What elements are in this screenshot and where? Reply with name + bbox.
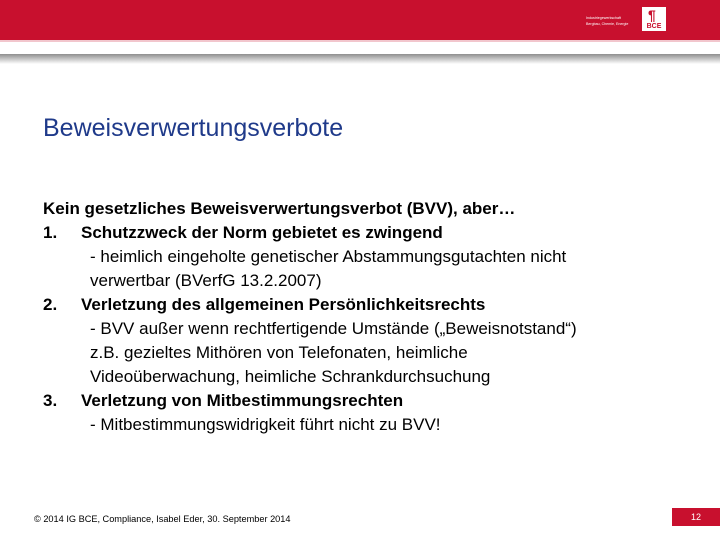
slide-content bbox=[43, 197, 693, 437]
list-detail: - Mitbestimmungswidrigkeit führt nicht zu BVV! bbox=[90, 415, 441, 434]
logo-text-line-2: Bergbau, Chemie, Energie bbox=[586, 22, 629, 26]
list-heading: Verletzung des allgemeinen Persönlichkeitsrechts bbox=[81, 295, 486, 314]
list-detail: Videoüberwachung, heimliche Schrankdurchsuchung bbox=[90, 367, 491, 386]
page-number-badge: 12 bbox=[672, 508, 720, 526]
footer-copyright: © 2014 IG BCE, Compliance, Isabel Eder, 30. September 2014 bbox=[34, 514, 291, 524]
list-detail: - heimlich eingeholte genetischer Abstammungsgutachten nicht bbox=[90, 247, 567, 266]
logo-text-line-1: Industriegewerkschaft bbox=[586, 16, 621, 20]
list-detail: - BVV außer wenn rechtfertigende Umstände („Beweisnotstand“) bbox=[90, 319, 577, 338]
list-heading: Schutzzweck der Norm gebietet es zwingend bbox=[81, 223, 443, 242]
list-number: 3. bbox=[43, 391, 58, 410]
header-shadow bbox=[0, 54, 720, 64]
list-item-2 bbox=[43, 293, 693, 317]
list-item-3 bbox=[43, 389, 693, 413]
ig-bce-logo bbox=[642, 7, 666, 31]
list-heading: Verletzung von Mitbestimmungsrechten bbox=[81, 391, 404, 410]
intro-line: Kein gesetzliches Beweisverwertungsverbot (BVV), aber… bbox=[43, 199, 516, 218]
list-item-1 bbox=[43, 221, 693, 245]
paragraph-mark-icon: ¶ bbox=[648, 7, 656, 23]
list-detail: verwertbar (BVerfG 13.2.2007) bbox=[90, 271, 322, 290]
list-number: 1. bbox=[43, 223, 58, 242]
list-detail: z.B. gezieltes Mithören von Telefonaten, heimliche bbox=[90, 343, 468, 362]
logo-text bbox=[586, 15, 642, 27]
slide-title: Beweisverwertungsverbote bbox=[43, 114, 344, 142]
logo-acronym: BCE bbox=[646, 23, 662, 30]
header-divider bbox=[0, 40, 720, 42]
list-number: 2. bbox=[43, 295, 58, 314]
